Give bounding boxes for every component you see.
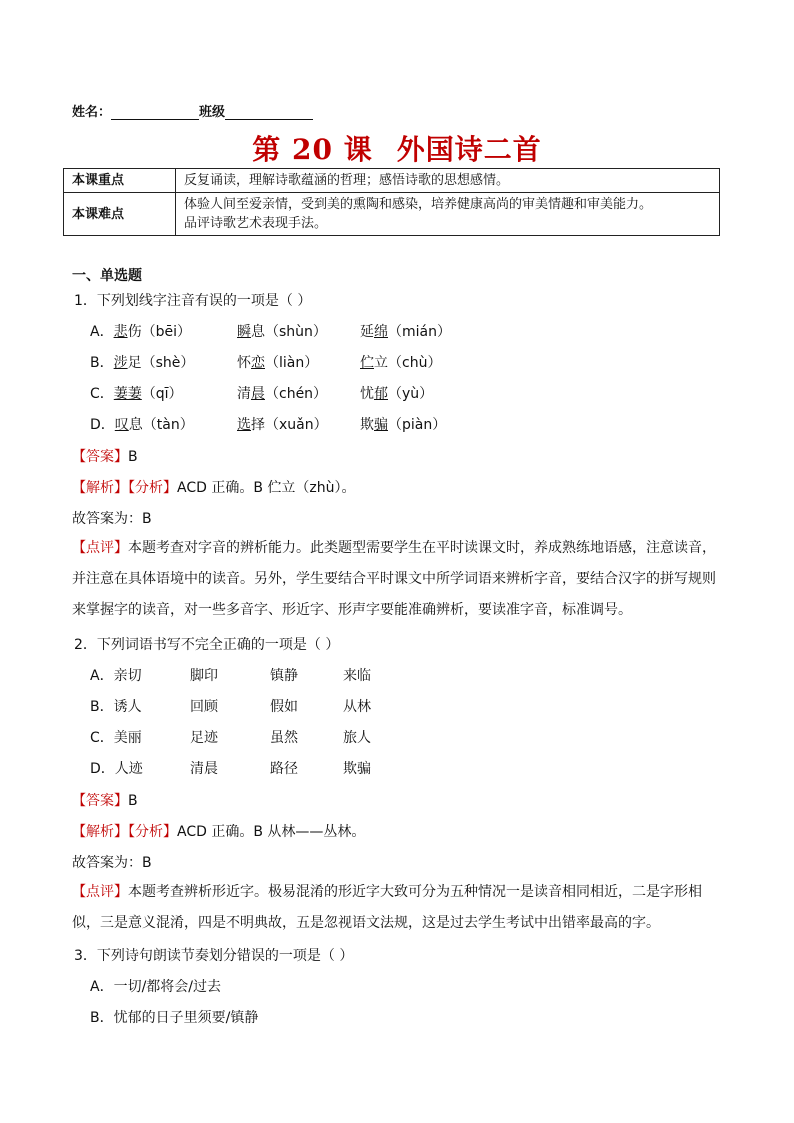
q1-option-a-3: 延绵（mián） (360, 324, 451, 340)
focus-value: 反复诵读，理解诗歌蕴涵的哲理；感悟诗歌的思想感情。 (176, 169, 720, 193)
q2-option-d-label: D．人迹 (90, 761, 143, 777)
q1-option-c-3: 忧郁（yù） (360, 386, 434, 402)
lesson-number: 第 20 课 (252, 133, 373, 166)
lesson-name: 外国诗二首 (396, 133, 542, 166)
q1-option-d-2: 选择（xuǎn） (237, 417, 328, 433)
q2-option-c-label: C．美丽 (90, 730, 142, 746)
q2-option-d-word: 清晨 (190, 761, 218, 777)
q1-option-d-1: D．叹息（tàn） (90, 417, 194, 433)
q2-option-c-word: 旅人 (343, 730, 371, 746)
q2-option-c-word: 虽然 (270, 730, 298, 746)
q1-option-b-3: 伫立（chù） (360, 355, 442, 371)
q1-stem: 1．下列划线字注音有误的一项是（ ） (74, 293, 312, 309)
q2-analysis: 【解析】【分析】ACD 正确。B 从林——丛林。 (72, 824, 366, 840)
q2-option-a-word: 镇静 (270, 668, 298, 684)
page-title (0, 128, 794, 168)
q2-stem: 2．下列词语书写不完全正确的一项是（ ） (74, 637, 340, 653)
focus-key: 本课重点 (64, 169, 176, 193)
q2-option-b-word: 从林 (343, 699, 371, 715)
class-blank (225, 106, 313, 120)
q1-conclusion: 故答案为：B (72, 511, 152, 527)
name-label: 姓名： (72, 105, 112, 120)
q1-option-c-2: 清晨（chén） (237, 386, 328, 402)
q1-option-a-1: A．悲伤（bēi） (90, 324, 191, 340)
q1-answer: 【答案】B (72, 449, 138, 465)
difficulty-value: 体验人间至爱亲情，受到美的熏陶和感染，培养健康高尚的审美情趣和审美能力。 品评诗歌艺术表现手法。 (176, 193, 720, 236)
q2-option-b-word: 假如 (270, 699, 298, 715)
q1-option-c-1: C．萋萋（qī） (90, 386, 183, 402)
q1-option-b-1: B．涉足（shè） (90, 355, 195, 371)
table-row (64, 169, 720, 193)
q2-answer: 【答案】B (72, 793, 138, 809)
q2-option-b-word: 回顾 (190, 699, 218, 715)
class-label: 班级 (199, 105, 226, 120)
q1-option-b-2: 怀恋（liàn） (237, 355, 319, 371)
q3-stem: 3．下列诗句朗读节奏划分错误的一项是（ ） (74, 948, 354, 964)
q2-option-a-label: A．亲切 (90, 668, 142, 684)
q1-option-d-3: 欺骗（piàn） (360, 417, 447, 433)
q2-option-a-word: 脚印 (190, 668, 218, 684)
name-class-line (72, 101, 313, 120)
q2-option-b-label: B．诱人 (90, 699, 142, 715)
name-blank (111, 106, 199, 120)
q2-option-c-word: 足迹 (190, 730, 218, 746)
table-row (64, 193, 720, 236)
q1-comment: 【点评】本题考查对字音的辨析能力。此类题型需要学生在平时读课文时，养成熟练地语感，注意读音，并注意在具体语境中的读音。另外，学生要结合平时课文中所学词语来辨析字音，要结合汉字的拼写规则来掌握字的读音，对一些多音字、形近字、形声字要能准确辨析，要读准字音，标准调号。 (72, 540, 716, 618)
q1-option-a-2: 瞬息（shùn） (237, 324, 327, 340)
q3-option-a: A．一切/都将会/过去 (90, 979, 222, 995)
difficulty-key: 本课难点 (64, 193, 176, 236)
lesson-focus-table (63, 168, 720, 236)
q2-option-d-word: 路径 (270, 761, 298, 777)
q2-option-a-word: 来临 (343, 668, 371, 684)
q2-option-d-word: 欺骗 (343, 761, 371, 777)
section-heading: 一、单选题 (72, 268, 142, 284)
q3-option-b: B．忧郁的日子里须要/镇静 (90, 1010, 259, 1026)
q2-comment: 【点评】本题考查辨析形近字。极易混淆的形近字大致可分为五种情况一是读音相同相近，二是字形相似，三是意义混淆，四是不明典故，五是忽视语文法规，这是过去学生考试中出错率最高的字。 (72, 884, 702, 931)
q2-conclusion: 故答案为：B (72, 855, 152, 871)
q1-analysis: 【解析】【分析】ACD 正确。B 伫立（zhù）。 (72, 480, 356, 496)
